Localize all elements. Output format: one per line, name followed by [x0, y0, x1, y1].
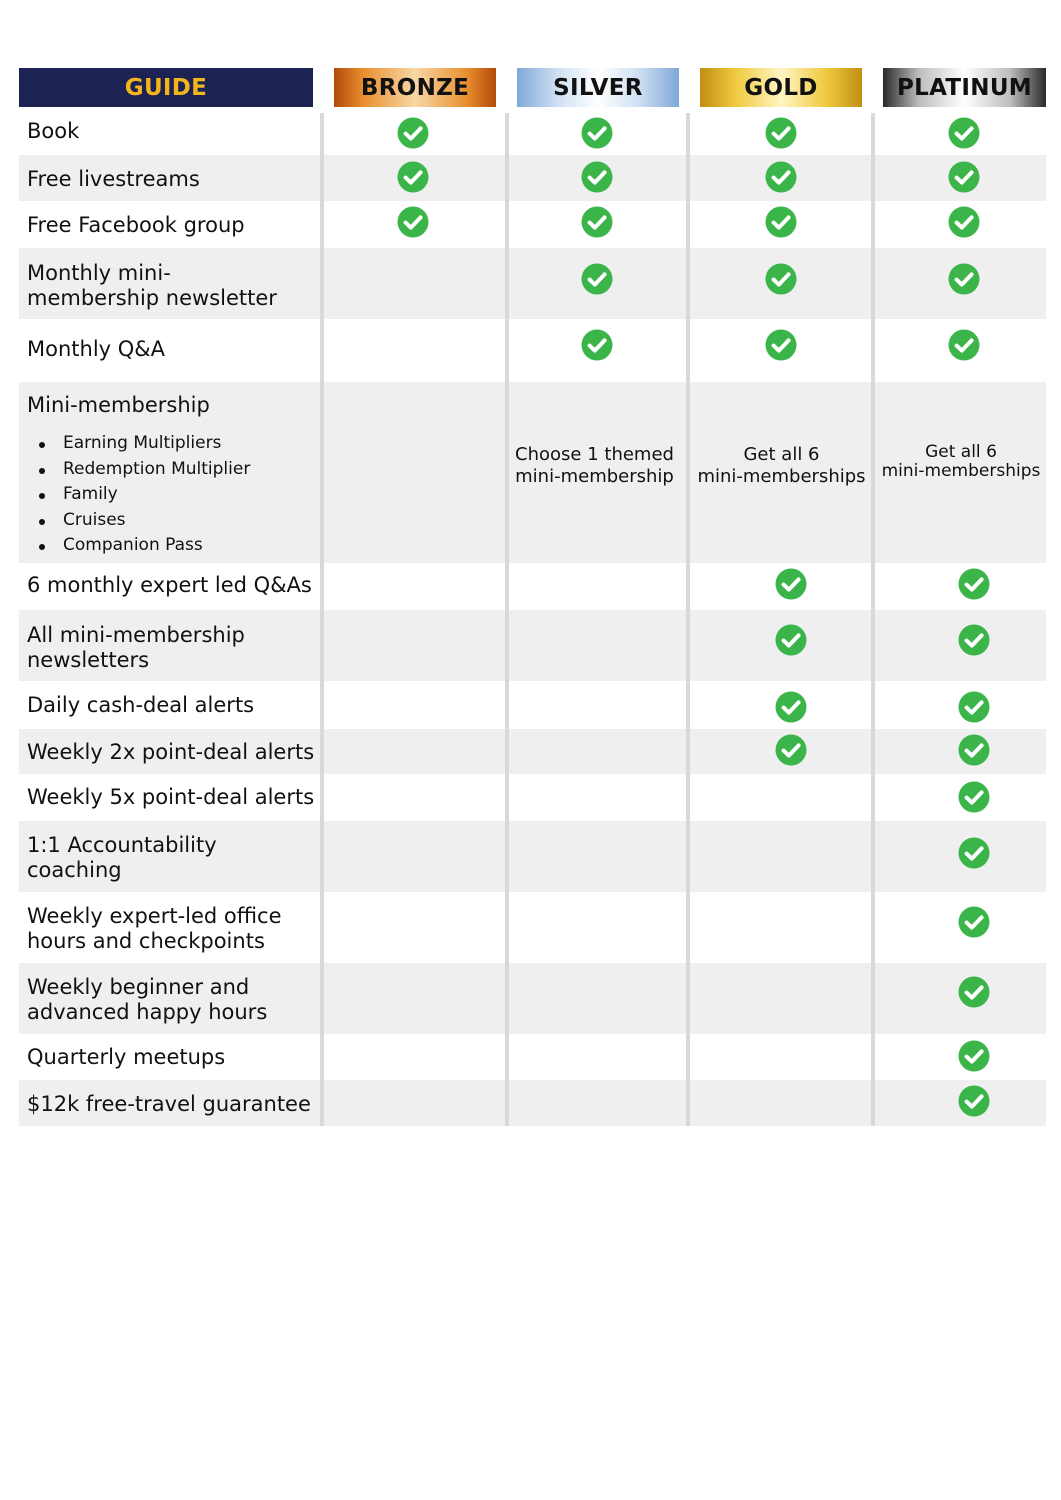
check-circle-icon [948, 117, 980, 149]
feature-row-livestreams [19, 155, 1046, 201]
check-circle-icon [775, 734, 807, 766]
check-circle-icon [765, 117, 797, 149]
gold-mini-membership-note [691, 444, 872, 488]
check-circle-icon [775, 624, 807, 656]
check-circle-icon [958, 1040, 990, 1072]
feature-label: Monthly Q&A [27, 337, 166, 361]
header-bronze: BRONZE [334, 68, 496, 107]
check-circle-icon [958, 837, 990, 869]
check-circle-icon [948, 263, 980, 295]
column-divider [871, 113, 875, 1126]
feature-row-cash-deal-alerts [19, 681, 1046, 729]
feature-row-expert-qas [19, 563, 1046, 610]
note-line: mini-membership [515, 466, 674, 487]
check-circle-icon [958, 781, 990, 813]
mini-membership-title: Mini-membership [27, 393, 210, 417]
note-line: mini-memberships [697, 466, 866, 487]
feature-label: Free Facebook group [27, 213, 245, 237]
note-line: Get all 6 [925, 442, 997, 462]
check-circle-icon [581, 117, 613, 149]
feature-label-line: Weekly beginner and [27, 975, 250, 999]
feature-label-line: 1:1 Accountability [27, 833, 217, 857]
list-item: Companion Pass [27, 533, 250, 559]
check-circle-icon [958, 568, 990, 600]
header-platinum: PLATINUM [883, 68, 1046, 107]
column-divider [686, 113, 690, 1126]
platinum-mini-membership-note [876, 443, 1046, 481]
feature-label-line: hours and checkpoints [27, 929, 265, 953]
note-line: Get all 6 [743, 444, 820, 465]
feature-row-book [19, 109, 1046, 155]
feature-row-quarterly-meetups [19, 1034, 1046, 1080]
feature-row-all-newsletters [19, 610, 1046, 681]
feature-label-line: advanced happy hours [27, 1000, 268, 1024]
feature-label-line: All mini-membership [27, 623, 245, 647]
feature-row-mini-membership [19, 382, 1046, 563]
feature-label: 6 monthly expert led Q&As [27, 573, 312, 597]
check-circle-icon [581, 161, 613, 193]
feature-label: Daily cash-deal alerts [27, 693, 255, 717]
feature-label-line: newsletters [27, 648, 150, 672]
check-circle-icon [958, 624, 990, 656]
check-circle-icon [581, 329, 613, 361]
check-circle-icon [958, 691, 990, 723]
check-circle-icon [581, 206, 613, 238]
feature-label [27, 904, 327, 954]
column-divider [505, 113, 509, 1126]
check-circle-icon [958, 906, 990, 938]
header-silver: SILVER [517, 68, 679, 107]
check-circle-icon [765, 206, 797, 238]
list-item: Cruises [27, 508, 250, 534]
feature-row-monthly-newsletter [19, 248, 1046, 319]
feature-row-office-hours [19, 892, 1046, 963]
mini-membership-list [27, 431, 250, 559]
check-circle-icon [958, 1085, 990, 1117]
check-circle-icon [948, 329, 980, 361]
feature-label: Book [27, 119, 80, 143]
feature-label: Free livestreams [27, 167, 200, 191]
note-line: Choose 1 themed [515, 444, 674, 465]
header-guide: GUIDE [19, 68, 313, 107]
feature-label [27, 261, 327, 311]
feature-label-line: Monthly mini- [27, 261, 171, 285]
feature-label: Weekly 5x point-deal alerts [27, 785, 315, 809]
check-circle-icon [581, 263, 613, 295]
feature-label [27, 393, 327, 555]
check-circle-icon [765, 263, 797, 295]
feature-label-line: coaching [27, 858, 122, 882]
feature-row-facebook-group [19, 201, 1046, 248]
feature-label-line: membership newsletter [27, 286, 277, 310]
check-circle-icon [397, 161, 429, 193]
feature-label [27, 833, 327, 883]
list-item: Earning Multipliers [27, 431, 250, 457]
feature-label: Weekly 2x point-deal alerts [27, 740, 315, 764]
feature-row-travel-guarantee [19, 1080, 1046, 1126]
feature-label [27, 623, 327, 673]
silver-mini-membership-note [510, 444, 679, 488]
check-circle-icon [958, 976, 990, 1008]
header-gold: GOLD [700, 68, 862, 107]
feature-row-accountability-coaching [19, 821, 1046, 892]
feature-label [27, 975, 327, 1025]
check-circle-icon [958, 734, 990, 766]
check-circle-icon [397, 117, 429, 149]
check-circle-icon [948, 206, 980, 238]
list-item: Redemption Multiplier [27, 457, 250, 483]
feature-row-monthly-qa [19, 319, 1046, 382]
feature-label: $12k free-travel guarantee [27, 1092, 311, 1116]
check-circle-icon [765, 329, 797, 361]
check-circle-icon [948, 161, 980, 193]
check-circle-icon [765, 161, 797, 193]
feature-row-2x-point-alerts [19, 729, 1046, 774]
feature-label: Quarterly meetups [27, 1045, 226, 1069]
feature-row-happy-hours [19, 963, 1046, 1034]
check-circle-icon [775, 568, 807, 600]
list-item: Family [27, 482, 250, 508]
check-circle-icon [775, 691, 807, 723]
column-divider [320, 113, 324, 1126]
check-circle-icon [397, 206, 429, 238]
feature-label-line: Weekly expert-led office [27, 904, 282, 928]
feature-row-5x-point-alerts [19, 774, 1046, 821]
note-line: mini-memberships [881, 461, 1041, 481]
